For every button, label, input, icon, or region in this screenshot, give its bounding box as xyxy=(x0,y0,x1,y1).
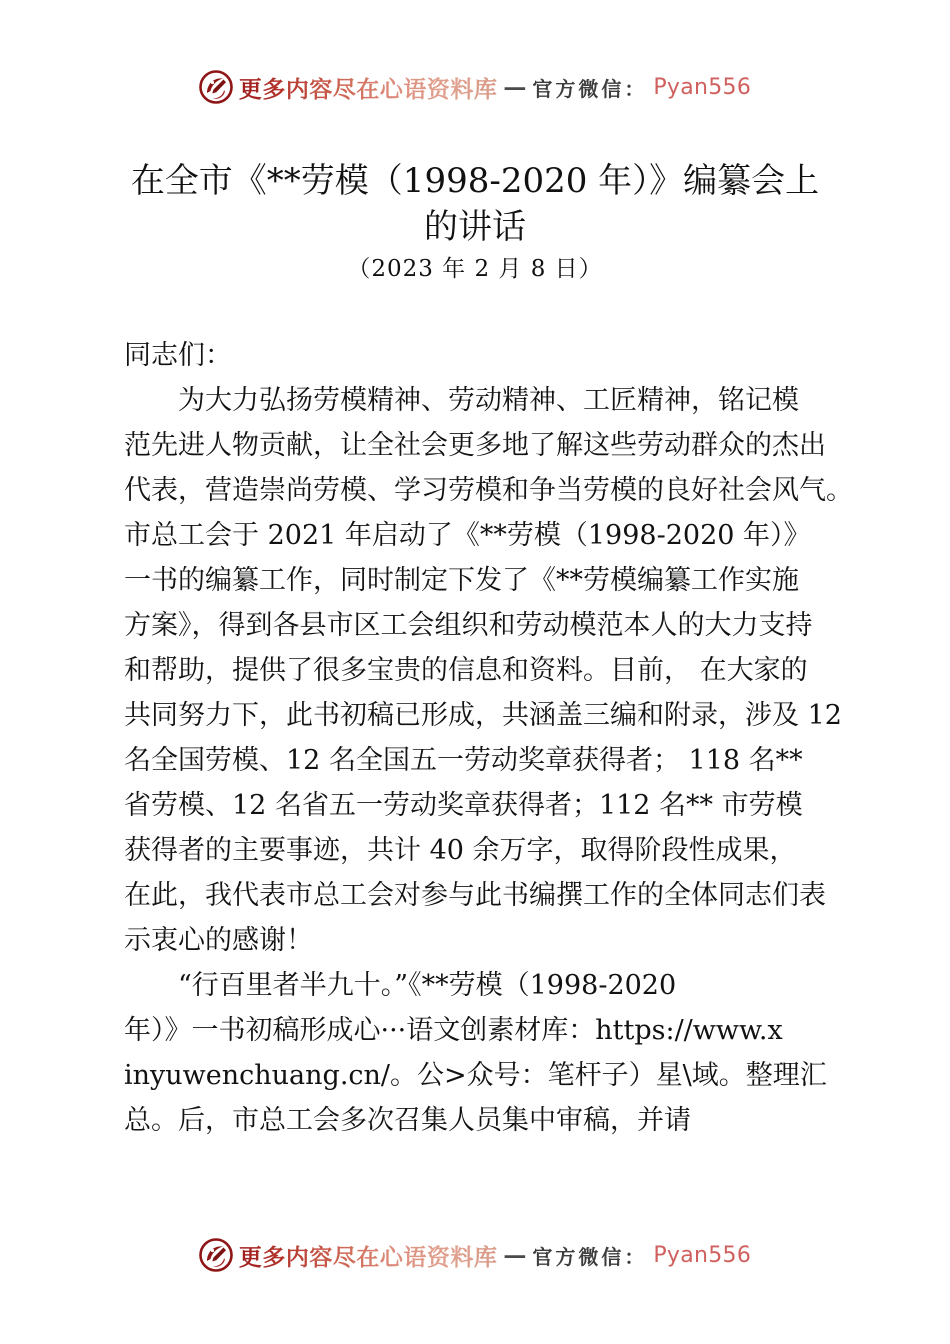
brand-swirl-logo-icon xyxy=(199,1238,233,1272)
watermark-banner-top xyxy=(0,70,950,104)
body-line: 总。后，市总工会多次召集人员集中审稿，并请 xyxy=(124,1105,691,1136)
page-title xyxy=(118,158,832,250)
body-line: 示衷心的感谢！ xyxy=(124,925,313,956)
body-line: 共同努力下，此书初稿已形成，共涵盖三编和附录，涉及 12 xyxy=(124,700,842,731)
watermark-dash: — xyxy=(503,1241,527,1269)
page-title-line-2: 的讲话 xyxy=(424,207,526,247)
watermark-wechat-handle: Pyan556 xyxy=(653,1242,752,1268)
brand-swirl-logo-icon xyxy=(199,70,233,104)
watermark-main-text: 更多内容尽在心语资料库 xyxy=(239,71,498,104)
body-line: 市总工会于 2021 年启动了《**劳模（1998-2020 年）》 xyxy=(124,520,811,551)
body-line: 一书的编纂工作，同时制定下发了《**劳模编纂工作实施 xyxy=(124,565,799,596)
body-line: inyuwenchuang.cn/。公>众号：笔杆子）星\域。整理汇 xyxy=(124,1060,827,1091)
document-body xyxy=(124,333,852,1143)
body-line: 代表，营造崇尚劳模、学习劳模和争当劳模的良好社会风气。 xyxy=(124,475,853,506)
page-subtitle-date: （2023 年 2 月 8 日） xyxy=(347,256,603,282)
body-line: 名全国劳模、12 名全国五一劳动奖章获得者； 118 名** xyxy=(124,745,803,776)
body-line: 为大力弘扬劳模精神、劳动精神、工匠精神，铭记模 xyxy=(124,385,799,416)
watermark-main-text: 更多内容尽在心语资料库 xyxy=(239,1239,498,1272)
body-line: 省劳模、12 名省五一劳动奖章获得者；112 名** 市劳模 xyxy=(124,790,803,821)
watermark-wechat-handle: Pyan556 xyxy=(653,74,752,100)
watermark-wechat-label: 官方微信： xyxy=(532,1244,648,1269)
body-line: 和帮助，提供了很多宝贵的信息和资料。目前， 在大家的 xyxy=(124,655,808,686)
body-line: 方案》，得到各县市区工会组织和劳动模范本人的大力支持 xyxy=(124,610,813,641)
body-line: “行百里者半九十。”《**劳模（1998-2020 xyxy=(124,970,677,1001)
body-line: 获得者的主要事迹，共计 40 余万字，取得阶段性成果， xyxy=(124,835,797,866)
body-line: 在此，我代表市总工会对参与此书编撰工作的全体同志们表 xyxy=(124,880,826,911)
watermark-dash: — xyxy=(503,73,527,101)
body-line: 年）》一书初稿形成心···语文创素材库：https://www.x xyxy=(124,1015,783,1046)
body-line: 同志们： xyxy=(124,340,232,371)
watermark-wechat-label: 官方微信： xyxy=(532,76,648,101)
page-title-line-1: 在全市《**劳模（1998-2020 年）》编纂会上 xyxy=(130,161,820,201)
watermark-banner-bottom xyxy=(0,1238,950,1272)
body-line: 范先进人物贡献，让全社会更多地了解这些劳动群众的杰出 xyxy=(124,430,826,461)
